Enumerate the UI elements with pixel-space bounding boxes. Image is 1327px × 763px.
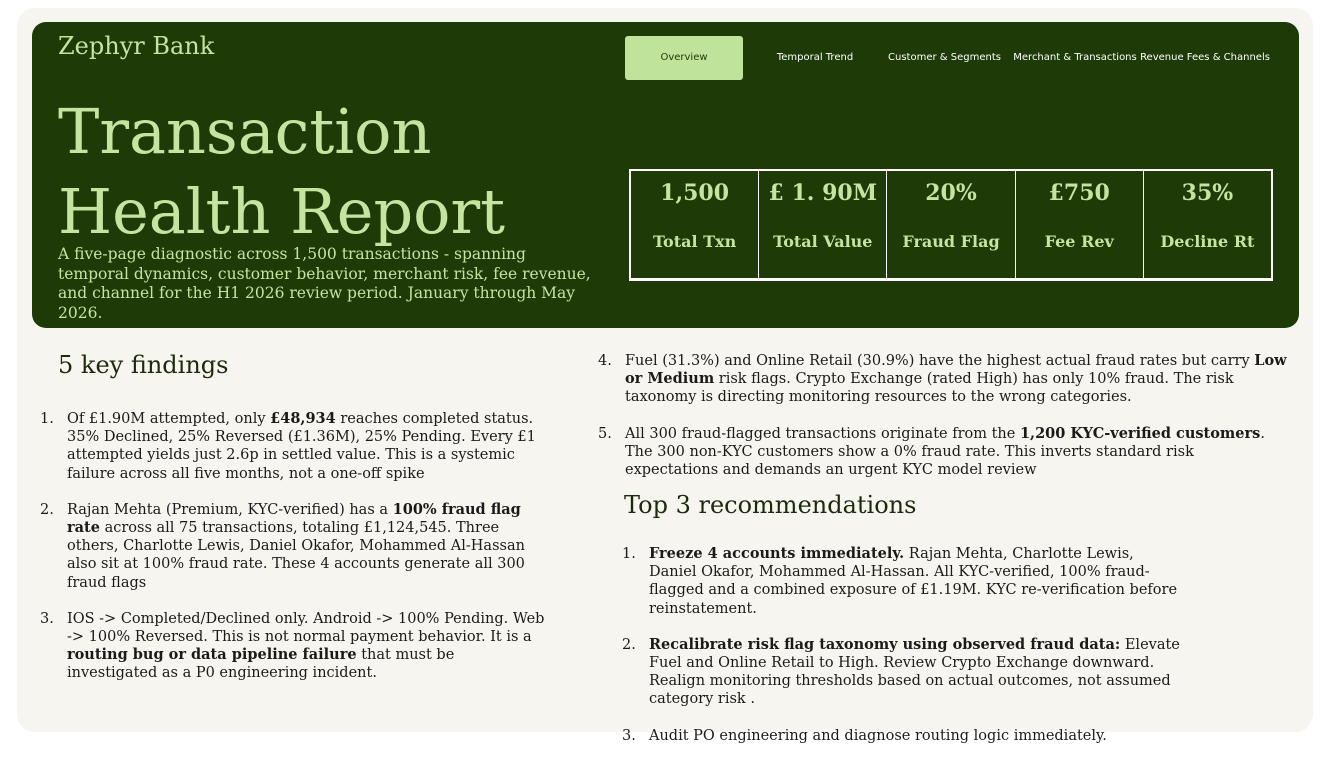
recommendation-number: 3. [622, 727, 636, 744]
tab-temporal-trend[interactable]: Temporal Trend [776, 52, 854, 63]
finding-text: Of £1.90M attempted, only [67, 411, 271, 427]
finding-emphasis: 100% fraud flag rate [67, 500, 521, 537]
finding-item [40, 610, 546, 683]
finding-emphasis: Low or Medium [625, 352, 1287, 388]
finding-number: 3. [40, 610, 54, 627]
finding-text: Rajan Mehta (Premium, KYC-verified) has a [67, 501, 393, 518]
finding-emphasis: 1,200 KYC-verified customers [1019, 424, 1261, 442]
finding-item [40, 410, 546, 483]
recommendation-emphasis: Freeze 4 accounts immediately. [649, 545, 905, 562]
findings-heading: 5 key findings [58, 351, 229, 379]
tab-merchant-transactions[interactable]: Merchant & Transactions [1013, 52, 1137, 63]
finding-item [598, 425, 1288, 480]
finding-text: Fuel (31.3%) and Online Retail (30.9%) have the highest actual fraud rates but carry [625, 353, 1255, 369]
kpi-value: 1,500 [660, 180, 730, 206]
recommendation-emphasis: Recalibrate risk flag taxonomy using observed fraud data: [649, 635, 1121, 653]
finding-text: risk flags. Crypto Exchange (rated High) has only 10% fraud. The risk taxonomy is directing monitoring resources to the wrong categories. [625, 371, 1234, 406]
recommendations-list [622, 545, 1182, 763]
page-title [58, 92, 505, 252]
recommendation-number: 1. [622, 546, 636, 562]
recommendations-heading: Top 3 recommendations [624, 491, 917, 519]
kpi-label: Decline Rt [1160, 232, 1255, 251]
findings-list-left [40, 410, 546, 701]
recommendation-text: Audit PO engineering and diagnose routing logic immediately. [649, 727, 1107, 744]
kpi-value: £ 1. 90M [768, 180, 878, 206]
kpi-total-txn [631, 171, 759, 278]
recommendation-item [622, 545, 1182, 618]
finding-item [598, 352, 1288, 407]
finding-text: . The 300 non-KYC customers show a 0% fraud rate. This inverts standard risk expectations and demands an urgent KYC model review [625, 425, 1265, 479]
kpi-strip [629, 169, 1273, 281]
kpi-label: Total Txn [652, 232, 737, 251]
recommendation-item [622, 636, 1182, 709]
recommendation-text: Elevate Fuel and Online Retail to High. Review Crypto Exchange downward. Realign monitoring thresholds based on actual outcomes, not assumed category risk . [649, 636, 1180, 708]
finding-number: 4. [598, 353, 612, 369]
findings-list-right [598, 352, 1288, 497]
finding-text: IOS -> Completed/Declined only. Android -> 100% Pending. Web -> 100% Reversed. This is not normal payment behavior. It is a [67, 610, 545, 646]
kpi-label: Fraud Flag [902, 232, 1000, 251]
kpi-fee-rev [1016, 171, 1144, 278]
kpi-value: 35% [1181, 180, 1234, 206]
kpi-fraud-flag [887, 171, 1015, 278]
title-line-1: Transaction [58, 95, 432, 168]
tab-revenue-fees-channels[interactable]: Revenue Fees & Channels [1140, 52, 1270, 63]
recommendation-item [622, 727, 1182, 745]
finding-number: 5. [598, 425, 612, 442]
kpi-value: 20% [925, 180, 977, 206]
recommendation-text: Rajan Mehta, Charlotte Lewis, Daniel Okafor, Mohammed Al-Hassan. All KYC-verified, 100% fraud-flagged and a combined exposure of £1.19M. KYC re-verification before reinstatement. [649, 546, 1178, 617]
finding-item [40, 501, 546, 592]
kpi-value: £750 [1048, 180, 1110, 206]
kpi-decline-rt [1144, 171, 1271, 278]
recommendation-number: 2. [622, 636, 636, 653]
kpi-label: Total Value [773, 232, 873, 251]
kpi-total-value [759, 171, 887, 278]
finding-emphasis: £48,934 [270, 410, 336, 427]
finding-number: 2. [40, 501, 54, 518]
finding-emphasis: routing bug or data pipeline failure [67, 646, 357, 664]
finding-text: that must be investigated as a P0 engineering incident. [67, 647, 455, 682]
kpi-label: Fee Rev [1044, 232, 1114, 251]
brand-name: Zephyr Bank [58, 32, 215, 60]
finding-text: All 300 fraud-flagged transactions originate from the [625, 425, 1020, 442]
hero-banner [32, 22, 1299, 328]
title-line-2: Health Report [58, 175, 506, 248]
finding-number: 1. [40, 411, 54, 427]
finding-text: reaches completed status. 35% Declined, 25% Reversed (£1.36M), 25% Pending. Every £1 attempted yields just 2.6p in settled value. This is a systemic failure across all five months, not a one-off spike [67, 411, 536, 482]
page-subtitle: A five-page diagnostic across 1,500 transactions - spanning temporal dynamics, customer behavior, merchant risk, fee revenue, and channel for the H1 2026 review period. January through May 2026. [58, 245, 591, 322]
tab-customer-segments[interactable]: Customer & Segments [888, 52, 1001, 63]
finding-text: across all 75 transactions, totaling £1,124,545. Three others, Charlotte Lewis, Daniel Okafor, Mohammed Al-Hassan also sit at 100% fraud rate. These 4 accounts generate all 300 fraud flags [67, 520, 525, 591]
tab-overview[interactable]: Overview [625, 36, 743, 80]
